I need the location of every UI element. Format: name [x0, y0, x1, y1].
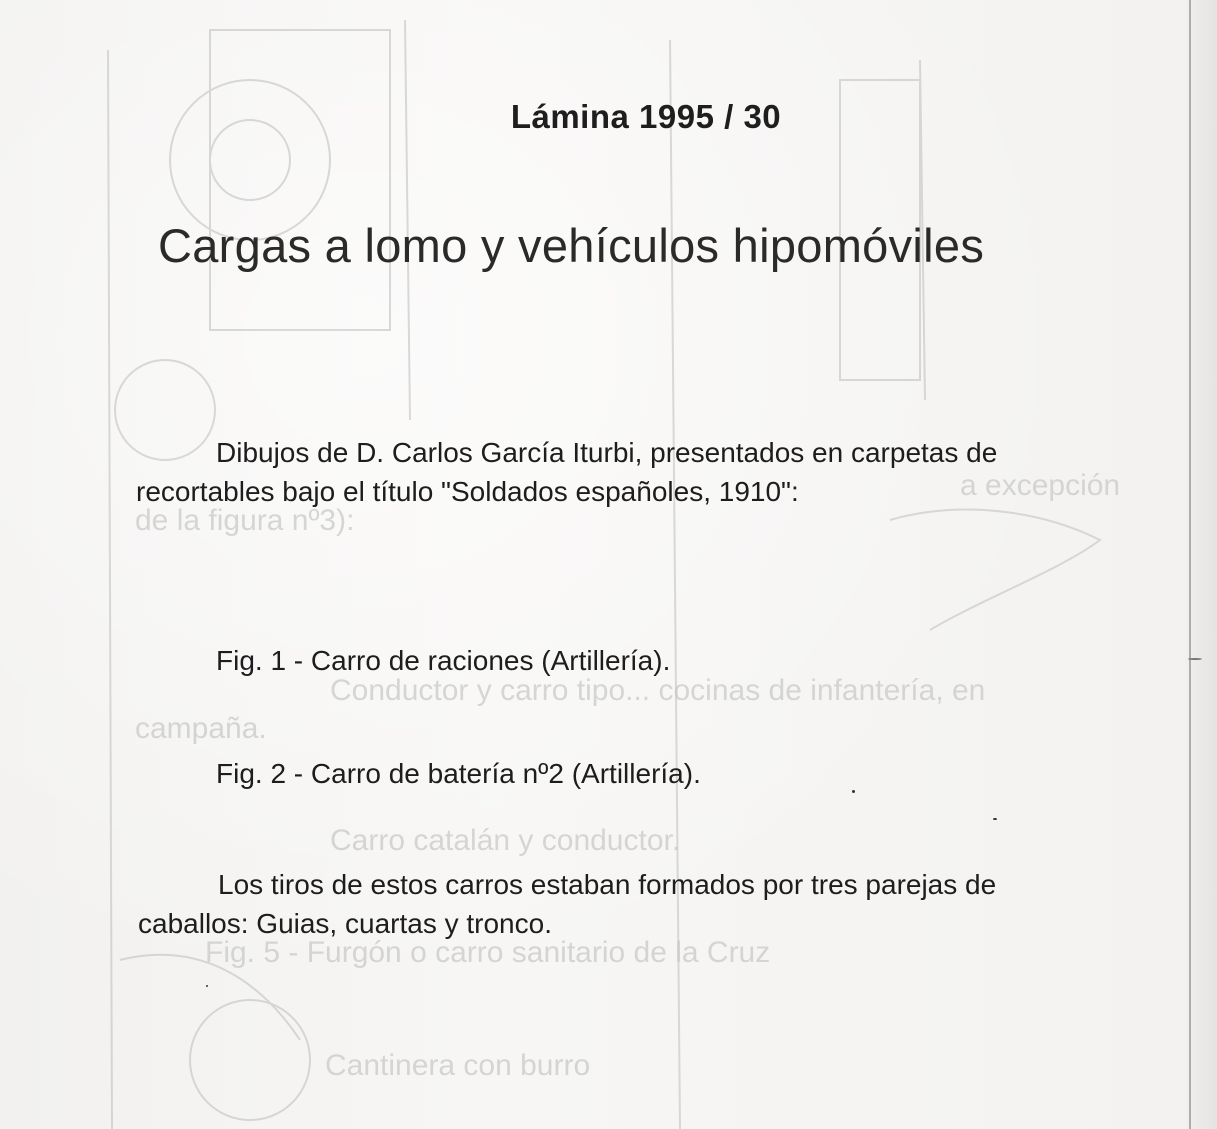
svg-text:campaña.: campaña.: [135, 712, 267, 745]
dust-speck: [852, 790, 855, 793]
intro-line-2: recortables bajo el título "Soldados españoles, 1910":: [136, 476, 799, 507]
closing-line-2: caballos: Guias, cuartas y tronco.: [138, 908, 552, 939]
plate-number-heading: Lámina 1995 / 30: [510, 98, 782, 135]
svg-text:Conductor y carro tipo... coci: Conductor y carro tipo... cocinas de infantería, en: [330, 674, 986, 707]
svg-text:Carro catalán y conductor.: Carro catalán y conductor.: [330, 824, 681, 857]
intro-line-1: Dibujos de D. Carlos García Iturbi, presentados en carpetas de: [216, 437, 998, 468]
svg-text:Fig. 5 - Furgón o carro sanita: Fig. 5 - Furgón o carro sanitario de la Cruz: [205, 936, 771, 969]
intro-paragraph: [136, 433, 997, 511]
figure-2-caption: Fig. 2 - Carro de batería nº2 (Artillería).: [216, 758, 701, 789]
closing-paragraph: [138, 865, 996, 943]
dust-speck: [206, 985, 208, 987]
dust-speck: [993, 818, 997, 820]
svg-text:de la figura nº3):: de la figura nº3):: [135, 504, 355, 537]
dust-speck: [1188, 658, 1202, 660]
figure-1-caption: Fig. 1 - Carro de raciones (Artillería).: [216, 645, 671, 676]
svg-text:Cantinera con burro: Cantinera con burro: [325, 1049, 591, 1082]
closing-line-1: Los tiros de estos carros estaban formados por tres parejas de: [218, 869, 997, 900]
svg-text:a excepción: a excepción: [960, 469, 1121, 502]
document-title: Cargas a lomo y vehículos hipomóviles: [158, 219, 985, 272]
page-edge-shadow: [1183, 0, 1217, 1129]
